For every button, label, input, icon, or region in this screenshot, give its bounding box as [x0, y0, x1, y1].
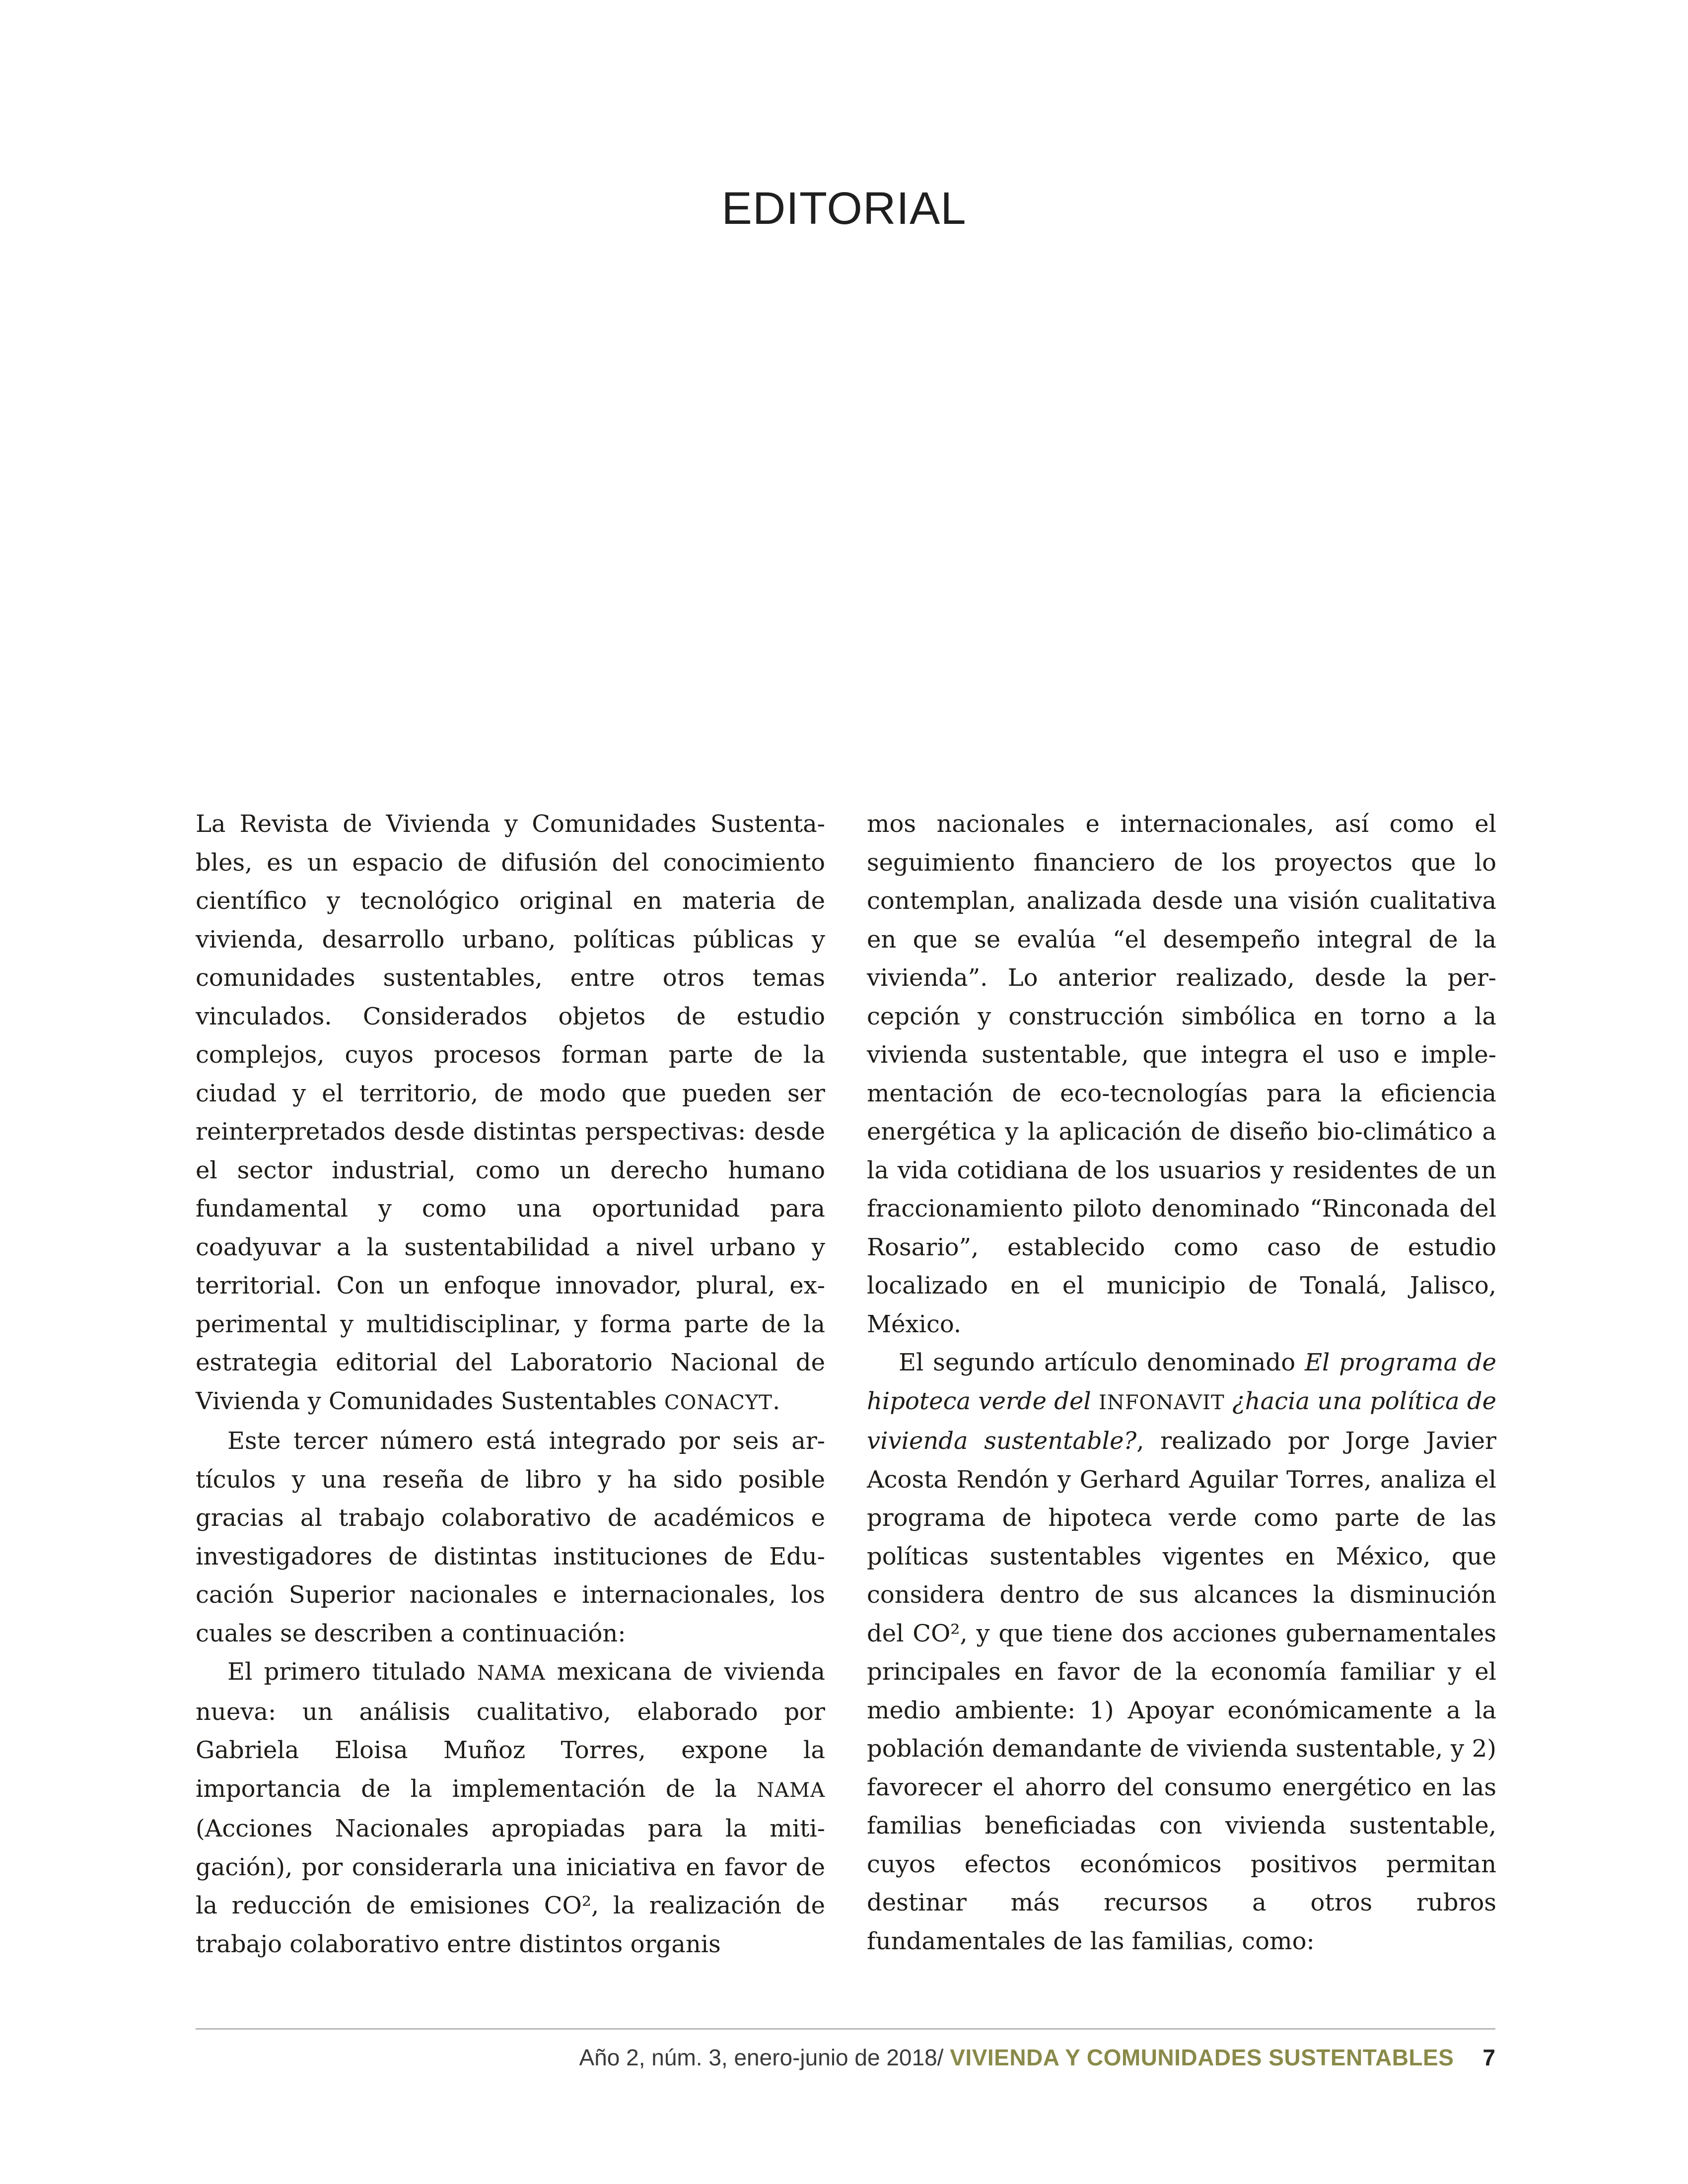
paragraph-first-article	[196, 1653, 825, 1964]
paragraph-third-issue: Este tercer número está integrado por seis artículos y una reseña de libro y ha sido posible gracias al trabajo colaborativo de académicos e investigadores de distintas instituciones de Educación Superior nacionales e internacionales, los cuales se describen a continuación:	[196, 1427, 825, 1647]
left-column	[196, 805, 825, 1964]
page-footer	[579, 2044, 1496, 2071]
second-article-title-1: El programa de hipoteca verde del	[867, 1349, 1497, 1415]
abbr-nama-1: NAMA	[477, 1662, 546, 1685]
paragraph-first-article-cont: mos nacionales e internacionales, así como el seguimiento financiero de los proyectos que lo contemplan, analizada desde una visión cualitativa en que se evalúa “el desempeño integral de la vivienda”. Lo anterior realizado, desde la percepción y construcción simbólica en torno a la vivienda sustentable, que integra el uso e implementación de eco-tecnologías para la eficiencia energética y la aplicación de diseño bio-climático a la vida cotidiana de los usuarios y residentes de un fraccionamiento piloto denominado “Rinconada del Rosario”, establecido como caso de estudio localizado en el municipio de Tonalá, Jalisco, México.	[867, 810, 1496, 1338]
paragraph-second-article	[867, 1344, 1496, 1961]
first-article-b: mexicana de vivienda nueva: un análisis cualitativo, elaborado por Gabriela Eloisa Muñoz Torres, expone la importancia de la implementación de la	[196, 1658, 825, 1803]
right-column	[867, 805, 1496, 1961]
intro-end: .	[772, 1387, 780, 1415]
footer-divider	[196, 2028, 1495, 2030]
page-number: 7	[1482, 2045, 1495, 2070]
first-article-c: (Acciones Nacionales apropiadas para la mitigación), por considerarla una iniciativa en favor de la reducción de emisiones CO², la realización de trabajo colaborativo entre distintos organis	[196, 1815, 825, 1958]
abbr-infonavit: INFONAVIT	[1099, 1391, 1225, 1414]
first-article-a: El primero titulado	[227, 1658, 477, 1686]
second-article-a: El segundo artículo denominado	[899, 1349, 1305, 1376]
footer-journal-name: VIVIENDA Y COMUNIDADES SUSTENTABLES	[950, 2045, 1454, 2070]
second-article-b: , realizado por Jorge Javier Acosta Rendón y Gerhard Aguilar Torres, analiza el programa de hipoteca verde como parte de las políticas sustentables vigentes en México, que considera dentro de sus alcances la disminución del CO², y que tiene dos acciones gubernamentales principales en favor de la economía familiar y el medio ambiente: 1) Apoyar económicamente a la población demandante de vivienda sustentable, y 2) favorecer el ahorro del consumo energético en las familias beneficiadas con vivienda sustentable, cuyos efectos económicos positivos permitan destinar más recursos a otros rubros fundamentales de las familias, como:	[867, 1427, 1496, 1955]
paragraph-intro	[196, 805, 825, 1422]
footer-issue: Año 2, núm. 3, enero-junio de 2018/	[579, 2045, 950, 2070]
second-article-title-2: ¿hacia una política de vivienda sustentable?	[867, 1387, 1496, 1455]
abbr-conacyt: CONACYT	[664, 1391, 773, 1414]
abbr-nama-2: NAMA	[757, 1778, 825, 1802]
page-title: EDITORIAL	[721, 183, 967, 234]
intro-text: La Revista de Vivienda y Comunidades Sustentables, es un espacio de difusión del conocimiento científico y tecnológico original en materia de vivienda, desarrollo urbano, políticas públicas y comunidades sustentables, entre otros temas vinculados. Considerados objetos de estudio complejos, cuyos procesos forman parte de la ciudad y el territorio, de modo que pueden ser reinterpretados desde distintas perspectivas: desde el sector industrial, como un derecho humano fundamental y como una oportunidad para coadyuvar a la sustentabilidad a nivel urbano y territorial. Con un enfoque innovador, plural, experimental y multidisciplinar, y forma parte de la estrategia editorial del Laboratorio Nacional de Vivienda y Comunidades Sustentables	[196, 810, 825, 1415]
